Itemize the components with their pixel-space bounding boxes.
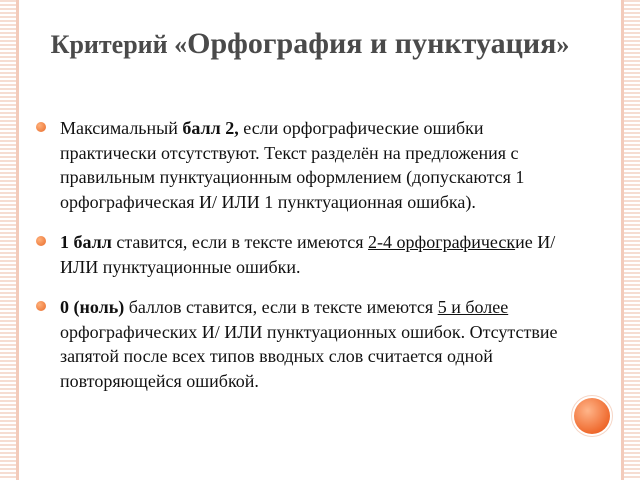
decorative-circle-icon [574, 398, 610, 434]
item-text: орфографических И/ ИЛИ пунктуационных ошибок. Отсутствие запятой после всех типов вводных слов считается одной повторяющейся ошибкой. [60, 321, 558, 391]
bullet-icon [36, 122, 46, 132]
list-item [36, 295, 576, 393]
item-bold-text: балл 2, [182, 118, 239, 138]
item-bold-text: 0 (ноль) [60, 297, 125, 317]
list-item [36, 116, 576, 214]
title-prefix: Критерий « [50, 30, 188, 59]
item-text: ставится, если в тексте имеются [111, 232, 369, 252]
item-underlined-text: 5 и более [437, 297, 509, 317]
bullet-icon [36, 236, 46, 246]
right-border-decoration [624, 0, 640, 480]
bullet-icon [36, 301, 46, 311]
title-suffix: » [556, 30, 570, 59]
item-text: если орфографические ошибки практически отсутствуют. Текст разделён на предложения с правильным пунктуационным оформлением (допускаются 1 орфографическая И/ ИЛИ 1 пунктуационная ошибка). [60, 118, 525, 212]
item-text: Максимальный [60, 118, 183, 138]
item-text: ие И/ ИЛИ пунктуационные ошибки. [60, 232, 556, 277]
list-item [36, 230, 576, 279]
item-underlined-text: 2-4 орфографическ [368, 232, 516, 252]
right-border-line [621, 0, 624, 480]
slide-title [40, 26, 580, 63]
left-border-line [16, 0, 19, 480]
bullet-list [36, 116, 576, 409]
title-main: Орфография и пунктуация [187, 27, 557, 60]
item-text: баллов ставится, если в тексте имеются [124, 297, 438, 317]
item-bold-text: 1 балл [60, 232, 112, 252]
left-border-decoration [0, 0, 16, 480]
